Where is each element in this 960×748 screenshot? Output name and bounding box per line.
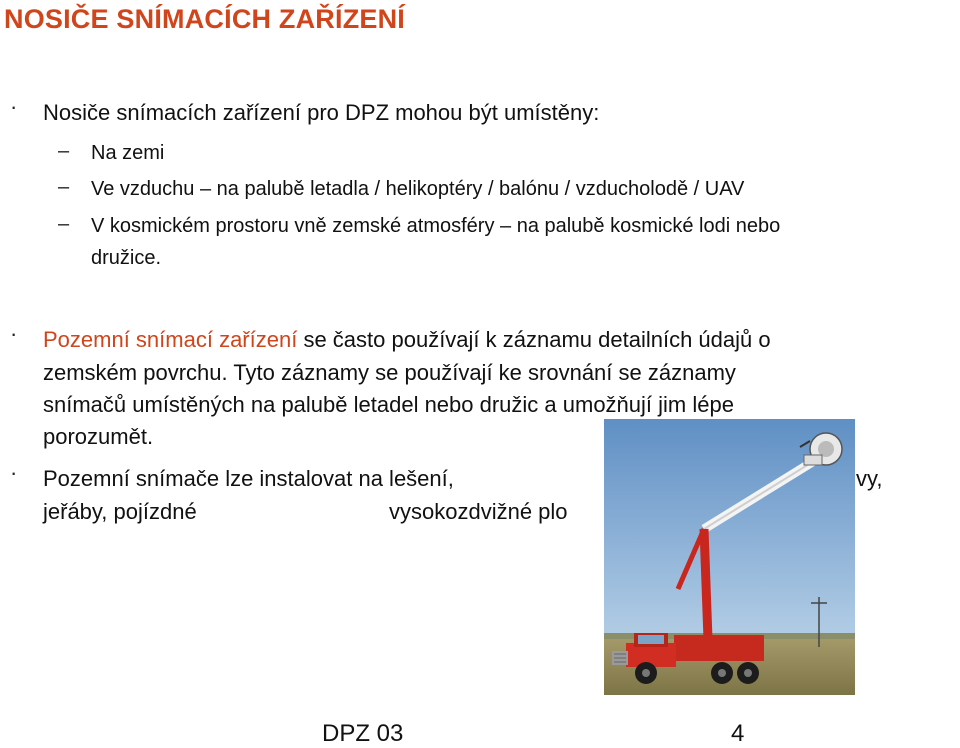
sub-bullet-text: V kosmickém prostoru vně zemské atmosféry – na palubě kosmické lodi nebo xyxy=(91,215,781,237)
bullet-text: Pozemní snímače lze instalovat na lešení, xyxy=(43,466,454,491)
bullet-marker: · xyxy=(10,321,18,346)
bullet-text-continued: zemském povrchu. Tyto záznamy se používají ke srovnání se záznamy xyxy=(43,360,736,385)
slide-title: NOSIČE SNÍMACÍCH ZAŘÍZENÍ xyxy=(4,4,406,34)
bullet-text: Nosiče snímacích zařízení pro DPZ mohou být umístěny: xyxy=(43,100,600,125)
bullet-text-continued: snímačů umístěných na palubě letadel nebo družic a umožňují jim lépe xyxy=(43,392,734,417)
page-number: 4 xyxy=(731,720,745,747)
bullet-text-fragment: vysokozdvižné plo xyxy=(389,499,568,524)
bullet-text-continued: jeřáby, pojízdné xyxy=(43,499,197,524)
bullet-marker: · xyxy=(10,94,18,119)
bucket-truck-photo xyxy=(604,419,855,695)
bullet-text-rest: se často používají k záznamu detailních údajů o xyxy=(297,327,771,352)
footer-label: DPZ 03 xyxy=(322,720,404,747)
sub-bullet-marker: – xyxy=(58,176,70,198)
bullet-text xyxy=(43,327,771,353)
sub-bullet-marker: – xyxy=(58,213,70,235)
highlight-term: Pozemní snímací zařízení xyxy=(43,327,298,352)
sub-bullet-text: Ve vzduchu – na palubě letadla / helikoptéry / balónu / vzducholodě / UAV xyxy=(91,178,745,200)
bullet-text-fragment: vy, xyxy=(856,466,883,491)
bullet-marker: · xyxy=(10,460,18,485)
sub-bullet-text: Na zemi xyxy=(91,142,165,164)
bullet-text-continued: porozumět. xyxy=(43,424,154,449)
sub-bullet-marker: – xyxy=(58,140,70,162)
sub-bullet-text-continued: družice. xyxy=(91,247,162,269)
